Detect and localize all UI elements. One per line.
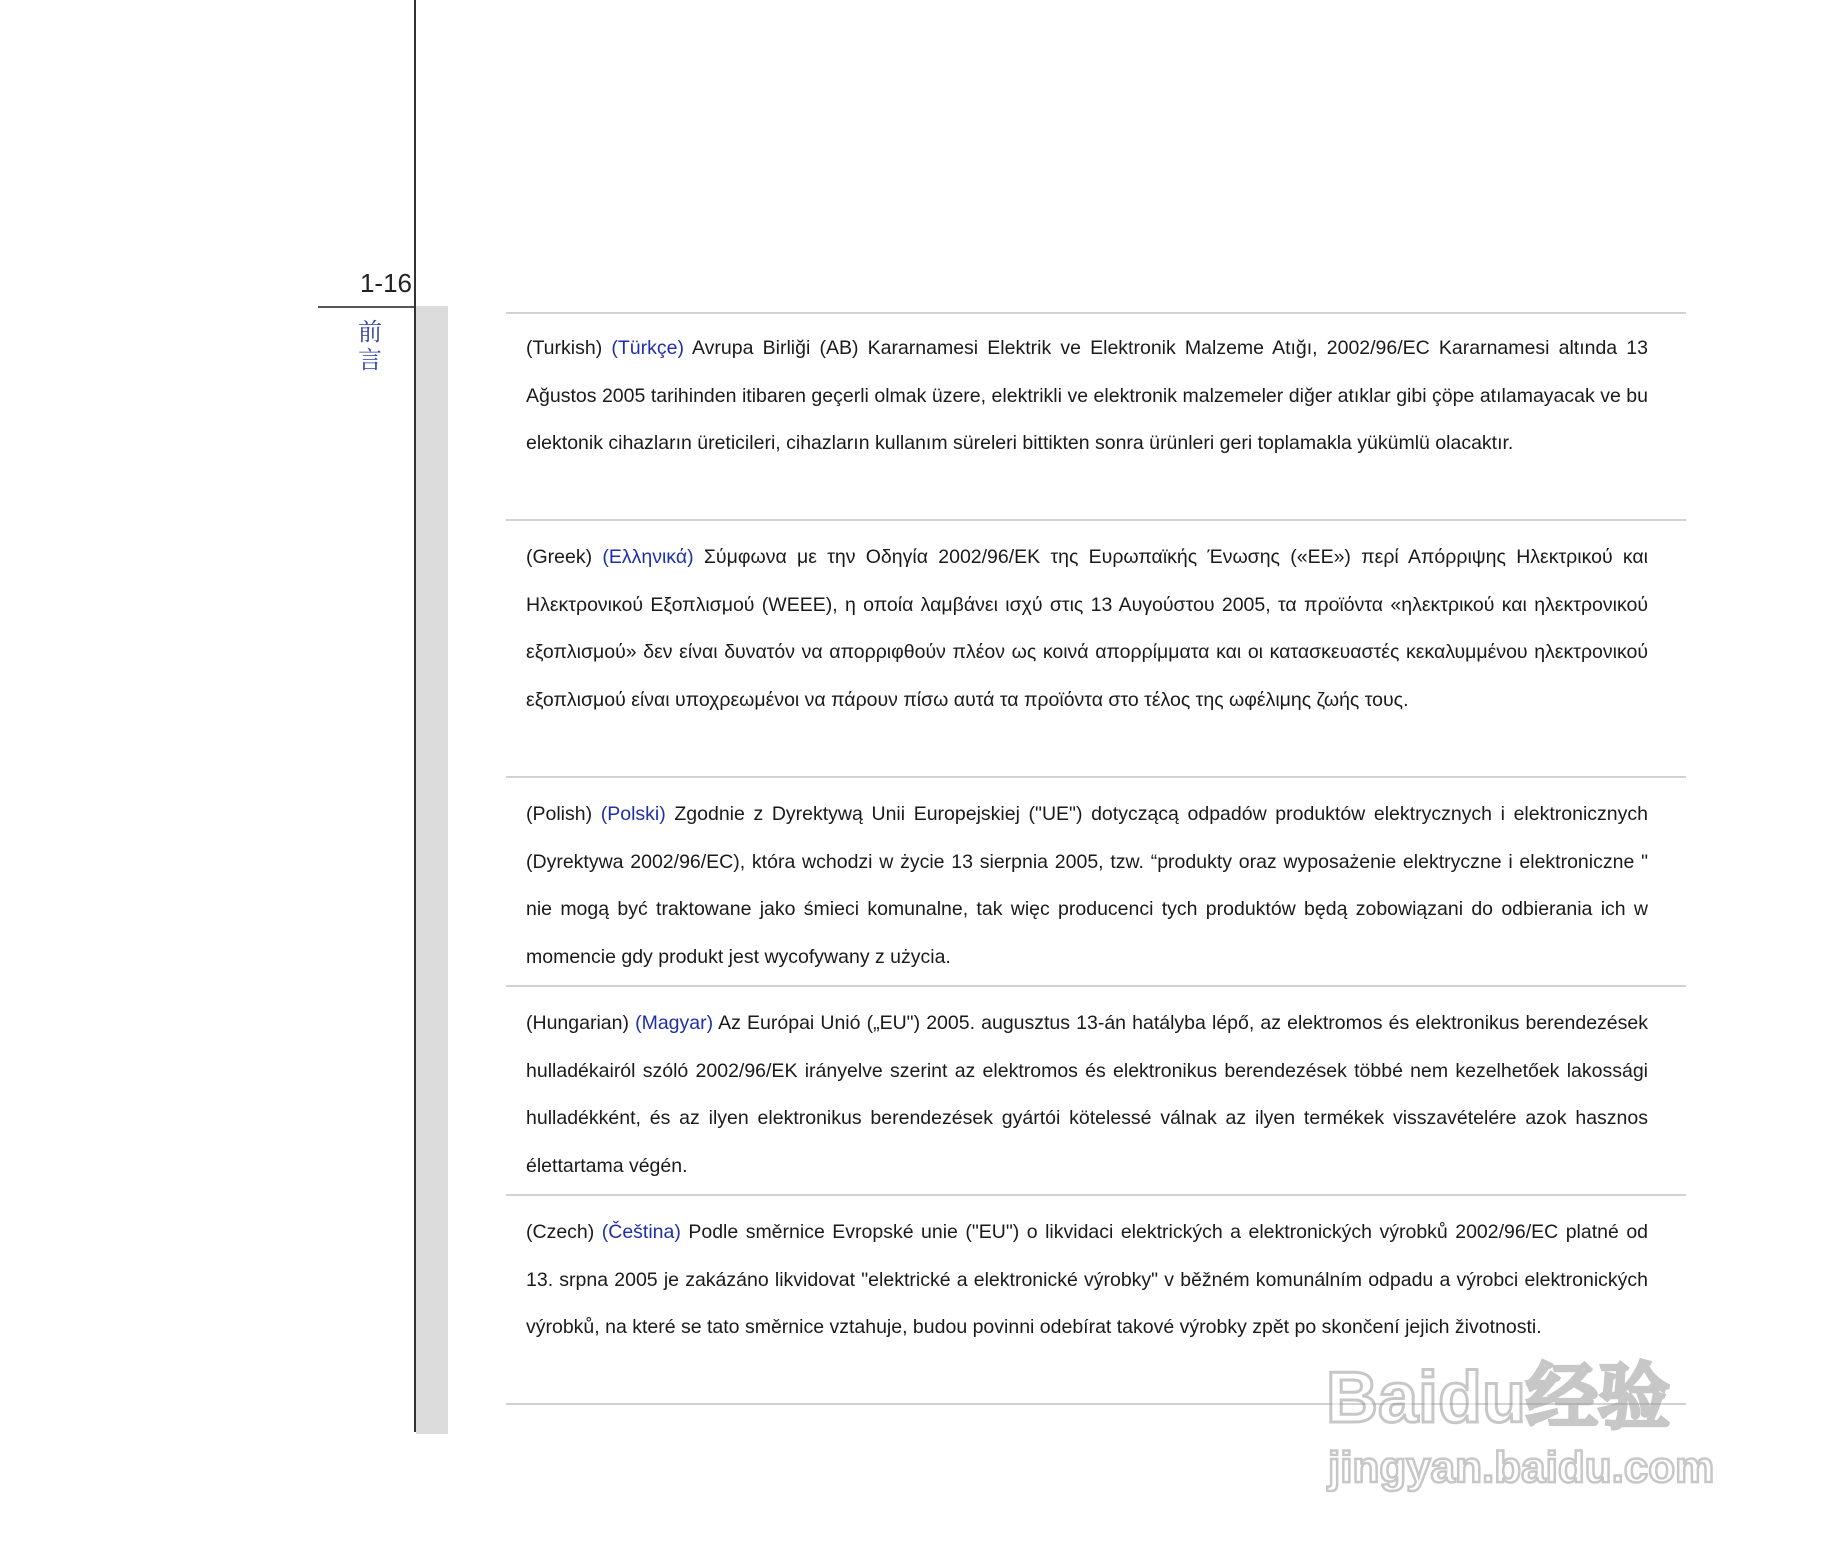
section-paragraph [526,1000,1648,1190]
weee-section-hungarian [506,987,1686,1196]
watermark-logo-text: Baidu经验 [1326,1358,1671,1438]
language-name: (Hungarian) [526,1012,629,1034]
watermark-url-text: jingyan.baidu.com [1328,1443,1715,1492]
language-name: (Polish) [526,803,593,825]
section-paragraph [526,791,1648,981]
language-name: (Turkish) [526,337,603,359]
baidu-jingyan-watermark [1318,1344,1748,1494]
section-paragraph [526,534,1648,724]
page-number-underline [318,306,414,308]
section-text: Avrupa Birliği (AB) Kararnamesi Elektrik ve Elektronik Malzeme Atığı, 2002/96/EC Kararnamesi altında 13 Ağustos 2005 tarihinden itibaren geçerli olmak üzere, elektrikli ve elektronik malzemeler diğer atıklar gibi çöpe atılamayacak ve bu elektonik cihazların üreticileri, cihazların kullanım süreleri bittikten sonra ürünleri geri toplamakla yükümlü olacaktır. [526,337,1648,454]
weee-section-greek [506,521,1686,778]
section-text: Az Európai Unió („EU") 2005. augusztus 13-án hatályba lépő, az elektromos és elektronikus berendezések hulladékairól szóló 2002/96/EK irányelve szerint az elektromos és elektronikus berendezések többé nem kezelhetőek lakossági hulladékként, és az ilyen elektronikus berendezések gyártói kötelessé válnak az ilyen termékek visszavételére azok hasznos élettartama végén. [526,1012,1648,1177]
section-paragraph [526,325,1648,468]
language-name: (Czech) [526,1221,595,1243]
page-number: 1-16 [359,268,412,298]
language-native-name: (Polski) [600,803,666,825]
language-native-name: (Čeština) [601,1221,681,1243]
section-text: Zgodnie z Dyrektywą Unii Europejskiej ("UE") dotyczącą odpadów produktów elektrycznych i elektronicznych (Dyrektywa 2002/96/EC), która wchodzi w życie 13 sierpnia 2005, tzw. “produkty oraz wyposażenie elektryczne i elektroniczne " nie mogą być traktowane jako śmieci komunalne, tak więc producenci tych produktów będą zobowiązani do odbierania ich w momencie gdy produkt jest wycofywany z użycia. [526,803,1648,968]
section-paragraph [526,1209,1648,1352]
language-native-name: (Magyar) [635,1012,714,1034]
section-text: Podle směrnice Evropské unie ("EU") o likvidaci elektrických a elektronických výrobků 2002/96/EC platné od 13. srpna 2005 je zakázáno likvidovat "elektrické a elektronické výrobky" v běžném komunálním odpadu a výrobci elektronických výrobků, na které se tato směrnice vztahuje, budou povinni odebírat takové výrobky zpět po skončení jejich životnosti. [526,1221,1649,1338]
language-native-name: (Ελληνικά) [602,546,694,568]
section-text: Σύμφωνα με την Οδηγία 2002/96/ΕΚ της Ευρωπαϊκής Ένωσης («ΕΕ») περί Απόρριψης Ηλεκτρικού και Ηλεκτρονικού Εξοπλισμού (WEEE), η οποία λαμβάνει ισχύ στις 13 Αυγούστου 2005, τα προϊόντα «ηλεκτρικού και ηλεκτρονικού εξοπλισμού» δεν είναι δυνατόν να απορριφθούν πλέον ως κοινά απορρίμματα και οι κατασκευαστές κεκαλυμμένου ηλεκτρονικού εξοπλισμού είναι υποχρεωμένοι να πάρουν πίσω αυτά τα προϊόντα στο τέλος της ωφέλιμης ζωής τους. [526,546,1649,711]
language-name: (Greek) [526,546,593,568]
margin-gray-band [416,306,448,1434]
baidu-logo [1326,1358,1670,1438]
weee-section-polish [506,778,1686,987]
chapter-label: 前言 [358,318,382,374]
weee-statements [506,312,1686,1405]
weee-section-turkish [506,312,1686,521]
language-native-name: (Türkçe) [611,337,684,359]
